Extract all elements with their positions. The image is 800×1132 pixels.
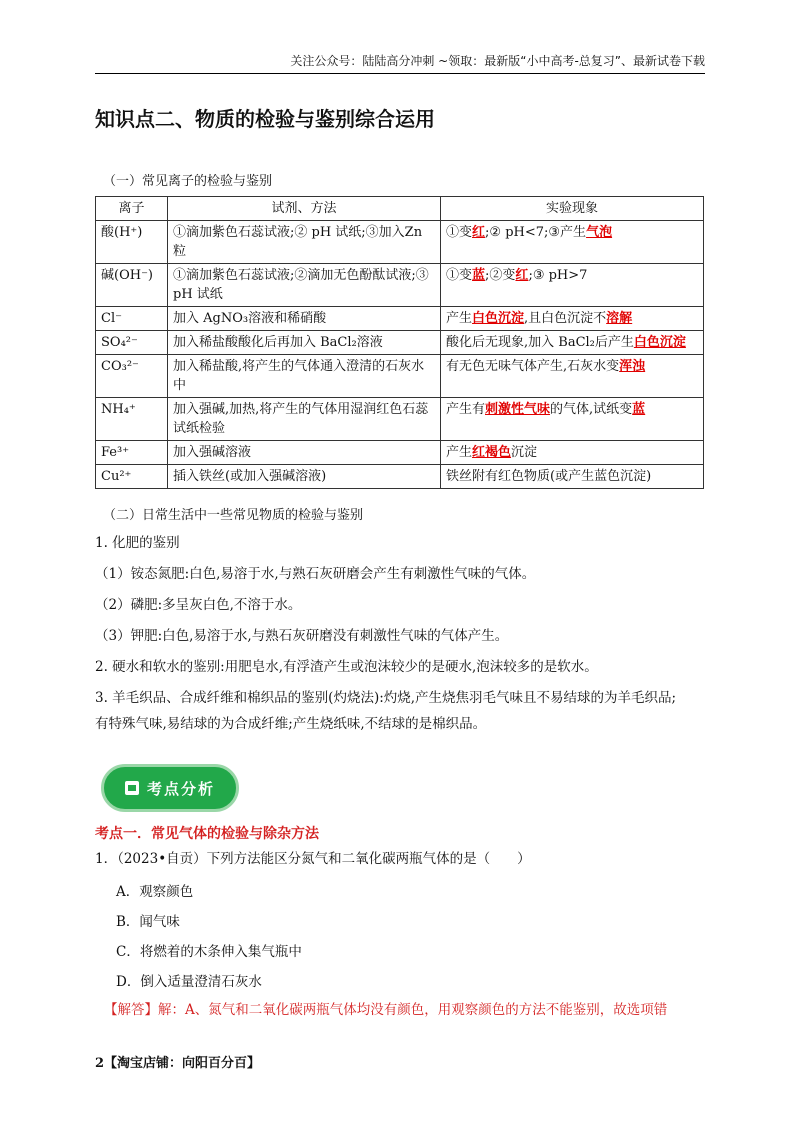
method-cell: 加入稀盐酸,将产生的气体通入澄清的石灰水中: [168, 355, 441, 398]
page-title: 知识点二、物质的检验与鉴别综合运用: [95, 107, 435, 131]
ion-detection-table: [95, 196, 704, 489]
table-row: [96, 331, 704, 355]
phenomenon-cell: 产生有刺激性气味的气体,试纸变蓝: [441, 398, 704, 441]
method-cell: 加入强碱溶液: [168, 441, 441, 465]
option-d: D．倒入适量澄清石灰水: [116, 974, 262, 990]
exam-analysis-badge: [101, 764, 239, 812]
ion-cell: Cl⁻: [96, 307, 168, 331]
paragraph-fertilizer: 1. 化肥的鉴别: [95, 535, 180, 551]
phenomenon-cell: ①变蓝;②变红;③ pH>7: [441, 264, 704, 307]
ion-cell: CO₃²⁻: [96, 355, 168, 398]
table-row: [96, 307, 704, 331]
ion-cell: NH₄⁺: [96, 398, 168, 441]
option-c: C．将燃着的木条伸入集气瓶中: [116, 944, 302, 960]
option-a: A．观察颜色: [116, 884, 194, 900]
phenomenon-cell: 产生白色沉淀,且白色沉淀不溶解: [441, 307, 704, 331]
paragraph-potash-fertilizer: （3）钾肥:白色,易溶于水,与熟石灰研磨没有刺激性气味的气体产生。: [95, 628, 509, 644]
badge-label: 考点分析: [146, 779, 215, 798]
ion-cell: Fe³⁺: [96, 441, 168, 465]
table-header-row: [96, 197, 704, 221]
method-cell: 加入 AgNO₃溶液和稀硝酸: [168, 307, 441, 331]
table-row: [96, 264, 704, 307]
answer-text: 【解答】解：A、氮气和二氧化碳两瓶气体均没有颜色，用观察颜色的方法不能鉴别，故选项错: [104, 1002, 668, 1018]
phenomenon-cell: 产生红褐色沉淀: [441, 441, 704, 465]
kaodian-heading: 考点一．常见气体的检验与除杂方法: [95, 826, 319, 842]
column-header-method: 试剂、方法: [168, 197, 441, 221]
table-row: [96, 441, 704, 465]
method-cell: ①滴加紫色石蕊试液;②滴加无色酚酞试液;③ pH 试纸: [168, 264, 441, 307]
ion-cell: SO₄²⁻: [96, 331, 168, 355]
column-header-ion: 离子: [96, 197, 168, 221]
table-row: [96, 398, 704, 441]
page-footer: 2【淘宝店铺：向阳百分百】: [95, 1056, 261, 1071]
table-row: [96, 465, 704, 489]
paragraph-phosphate-fertilizer: （2）磷肥:多呈灰白色,不溶于水。: [95, 597, 302, 613]
phenomenon-cell: 酸化后无现象,加入 BaCl₂后产生白色沉淀: [441, 331, 704, 355]
phenomenon-cell: 有无色无味气体产生,石灰水变浑浊: [441, 355, 704, 398]
notebook-icon: [125, 781, 139, 795]
page-header: 关注公众号：陆陆高分冲刺 ~领取：最新版“小中高考-总复习”、最新试卷下载: [95, 54, 705, 74]
paragraph-ammonium-fertilizer: （1）铵态氮肥:白色,易溶于水,与熟石灰研磨会产生有刺激性气味的气体。: [95, 566, 536, 582]
section-ion-detection-heading: （一）常见离子的检验与鉴别: [103, 174, 273, 189]
section-daily-detection-heading: （二）日常生活中一些常见物质的检验与鉴别: [103, 508, 364, 523]
column-header-phenomenon: 实验现象: [441, 197, 704, 221]
option-b: B．闻气味: [116, 914, 180, 930]
paragraph-hard-soft-water: 2. 硬水和软水的鉴别:用肥皂水,有浮渣产生或泡沫较少的是硬水,泡沫较多的是软水。: [95, 659, 598, 675]
method-cell: 插入铁丝(或加入强碱溶液): [168, 465, 441, 489]
phenomenon-cell: ①变红;② pH<7;③产生气泡: [441, 221, 704, 264]
table-row: [96, 355, 704, 398]
ion-cell: 碱(OH⁻): [96, 264, 168, 307]
question-text: 1．（2023•自贡）下列方法能区分氮气和二氧化碳两瓶气体的是（ ）: [95, 851, 531, 867]
method-cell: ①滴加紫色石蕊试液;② pH 试纸;③加入Zn 粒: [168, 221, 441, 264]
method-cell: 加入强碱,加热,将产生的气体用湿润红色石蕊试纸检验: [168, 398, 441, 441]
ion-cell: 酸(H⁺): [96, 221, 168, 264]
phenomenon-cell: 铁丝附有红色物质(或产生蓝色沉淀): [441, 465, 704, 489]
paragraph-fabric-identification: 3. 羊毛织品、合成纤维和棉织品的鉴别(灼烧法):灼烧,产生烧焦羽毛气味且不易结球的为羊毛织品;: [95, 690, 677, 706]
paragraph-fabric-identification-cont: 有特殊气味,易结球的为合成纤维;产生烧纸味,不结球的是棉织品。: [95, 716, 487, 732]
ion-cell: Cu²⁺: [96, 465, 168, 489]
method-cell: 加入稀盐酸酸化后再加入 BaCl₂溶液: [168, 331, 441, 355]
table-row: [96, 221, 704, 264]
